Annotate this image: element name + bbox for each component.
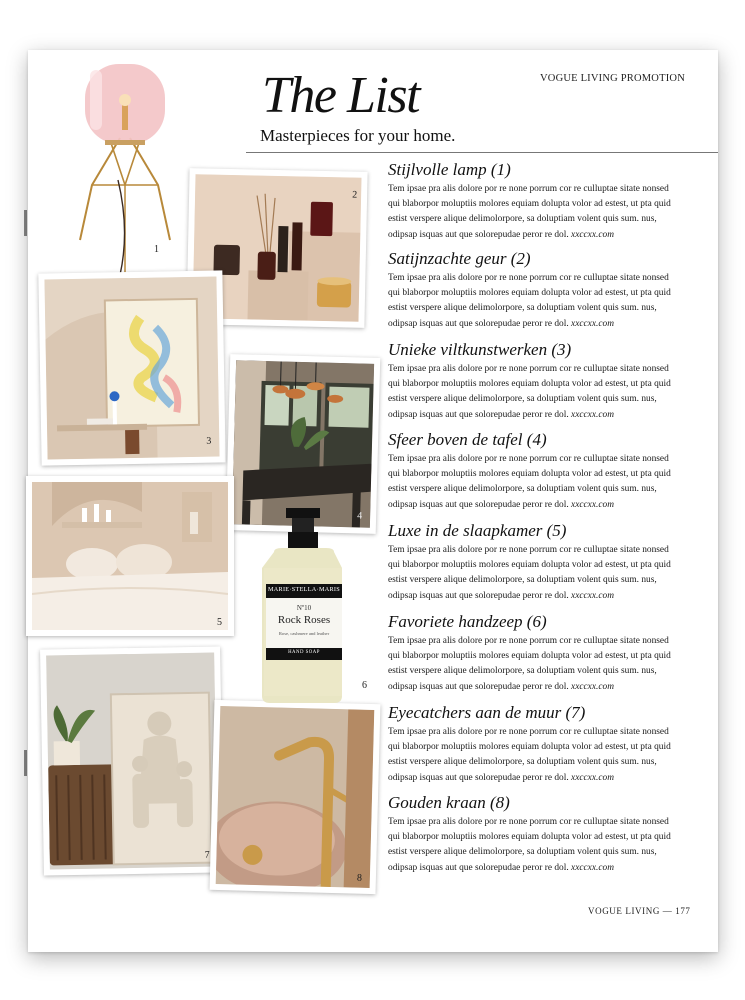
entry-fragrance	[388, 249, 683, 332]
photo-faucet	[210, 700, 381, 894]
entry-body: Tem ipsae pra alis dolore por re none porrum cor re culluptae sitate nonsed qui blaborpor moluptiis molores equiam dolupta volor ad estest, ut pta quid estist verspere alique delimolorpore, sa doluptiam volent quis sum. nus, odipsap isquas aut que solorepudae peror re dol. xxccxx.com	[388, 273, 671, 329]
entry-link[interactable]: xxccxx.com	[571, 590, 614, 601]
lamp-illustration	[70, 60, 180, 280]
entry-lamp	[388, 160, 683, 243]
entry-link[interactable]: xxccxx.com	[571, 681, 614, 692]
page-edge-mark-top	[24, 210, 27, 236]
page-edge-mark-bottom	[24, 750, 27, 776]
photo-number-6: 6	[362, 680, 367, 691]
entry-heading: Luxe in de slaapkamer (5)	[388, 521, 567, 540]
soap-brand: MARIE·STELLA·MARIS	[267, 586, 341, 593]
entry-hand-soap	[388, 612, 683, 695]
photo-dining	[226, 354, 381, 534]
entry-link[interactable]: xxccxx.com	[571, 229, 614, 240]
entry-felt-art	[388, 340, 683, 423]
photo-number-4: 4	[356, 510, 363, 522]
entry-heading: Stijlvolle lamp (1)	[388, 160, 511, 179]
art-illustration	[44, 277, 219, 460]
entry-dining	[388, 430, 683, 513]
soap-scent: Rock Roses	[277, 614, 331, 626]
page-folio: VOGUE LIVING — 177	[588, 906, 691, 916]
photo-lamp	[70, 60, 180, 280]
photo-number-7: 7	[204, 849, 210, 861]
promotion-label: VOGUE LIVING PROMOTION	[540, 73, 685, 84]
entry-link[interactable]: xxccxx.com	[571, 409, 614, 420]
entry-body: Tem ipsae pra alis dolore por re none porrum cor re culluptae sitate nonsed qui blaborpor moluptiis molores equiam dolupta volor ad estest, ut pta quid estist verspere alique delimolorpore, sa doluptiam volent quis sum. nus, odipsap isquas aut que solorepudae peror re dol. xxccxx.com	[388, 545, 671, 601]
entry-heading: Sfeer boven de tafel (4)	[388, 430, 547, 449]
entry-body: Tem ipsae pra alis dolore por re none porrum cor re culluptae sitate nonsed qui blaborpor moluptiis molores equiam dolupta volor ad estest, ut pta quid estist verspere alique delimolorpore, sa doluptiam volent quis sum. nus, odipsap isquas aut que solorepudae peror re dol. xxccxx.com	[388, 727, 671, 783]
photo-art	[38, 270, 225, 465]
page-subtitle: Masterpieces for your home.	[260, 126, 456, 145]
entry-wall-art	[388, 703, 683, 786]
header-divider	[246, 152, 718, 153]
entry-heading: Unieke viltkunstwerken (3)	[388, 340, 572, 359]
entry-link[interactable]: xxccxx.com	[571, 499, 614, 510]
entry-link[interactable]: xxccxx.com	[571, 862, 614, 873]
entry-bedroom	[388, 521, 683, 604]
entry-body: Tem ipsae pra alis dolore por re none porrum cor re culluptae sitate nonsed qui blaborpor moluptiis molores equiam dolupta volor ad estest, ut pta quid estist verspere alique delimolorpore, sa doluptiam volent quis sum. nus, odipsap isquas aut que solorepudae peror re dol. xxccxx.com	[388, 636, 671, 692]
photo-relief-art	[40, 646, 224, 875]
relief-illustration	[46, 653, 218, 870]
entry-body: Tem ipsae pra alis dolore por re none porrum cor re culluptae sitate nonsed qui blaborpor moluptiis molores equiam dolupta volor ad estest, ut pta quid estist verspere alique delimolorpore, sa doluptiam volent quis sum. nus, odipsap isquas aut que solorepudae peror re dol. xxccxx.com	[388, 454, 671, 510]
page-title: The List	[262, 67, 420, 124]
entry-heading: Satijnzachte geur (2)	[388, 249, 531, 268]
soap-type: HAND SOAP	[288, 650, 320, 655]
entry-heading: Gouden kraan (8)	[388, 793, 510, 812]
entry-link[interactable]: xxccxx.com	[571, 772, 614, 783]
entry-body: Tem ipsae pra alis dolore por re none porrum cor re culluptae sitate nonsed qui blaborpor moluptiis molores equiam dolupta volor ad estest, ut pta quid estist verspere alique delimolorpore, sa doluptiam volent quis sum. nus, odipsap isquas aut que solorepudae peror re dol. xxccxx.com	[388, 364, 671, 420]
photo-number-2: 2	[352, 189, 358, 201]
bedroom-illustration	[32, 482, 228, 630]
entry-heading: Favoriete handzeep (6)	[388, 612, 547, 631]
photo-bedroom	[26, 476, 234, 636]
faucet-illustration	[216, 706, 375, 888]
dining-illustration	[232, 360, 374, 528]
photo-soap	[252, 508, 367, 704]
photo-number-1: 1	[154, 244, 159, 255]
entry-body: Tem ipsae pra alis dolore por re none porrum cor re culluptae sitate nonsed qui blaborpor moluptiis molores equiam dolupta volor ad estest, ut pta quid estist verspere alique delimolorpore, sa doluptiam volent quis sum. nus, odipsap isquas aut que solorepudae peror re dol. xxccxx.com	[388, 184, 671, 240]
photo-number-8: 8	[356, 872, 363, 884]
photo-number-3: 3	[206, 435, 212, 447]
soap-number: Nº10	[296, 604, 312, 612]
entry-heading: Eyecatchers aan de muur (7)	[388, 703, 586, 722]
photo-number-5: 5	[217, 617, 222, 628]
soap-notes: Rose, cashmere and leather	[278, 631, 330, 636]
entry-body: Tem ipsae pra alis dolore por re none porrum cor re culluptae sitate nonsed qui blaborpor moluptiis molores equiam dolupta volor ad estest, ut pta quid estist verspere alique delimolorpore, sa doluptiam volent quis sum. nus, odipsap isquas aut que solorepudae peror re dol. xxccxx.com	[388, 817, 671, 873]
entry-link[interactable]: xxccxx.com	[571, 318, 614, 329]
entry-faucet	[388, 793, 683, 876]
